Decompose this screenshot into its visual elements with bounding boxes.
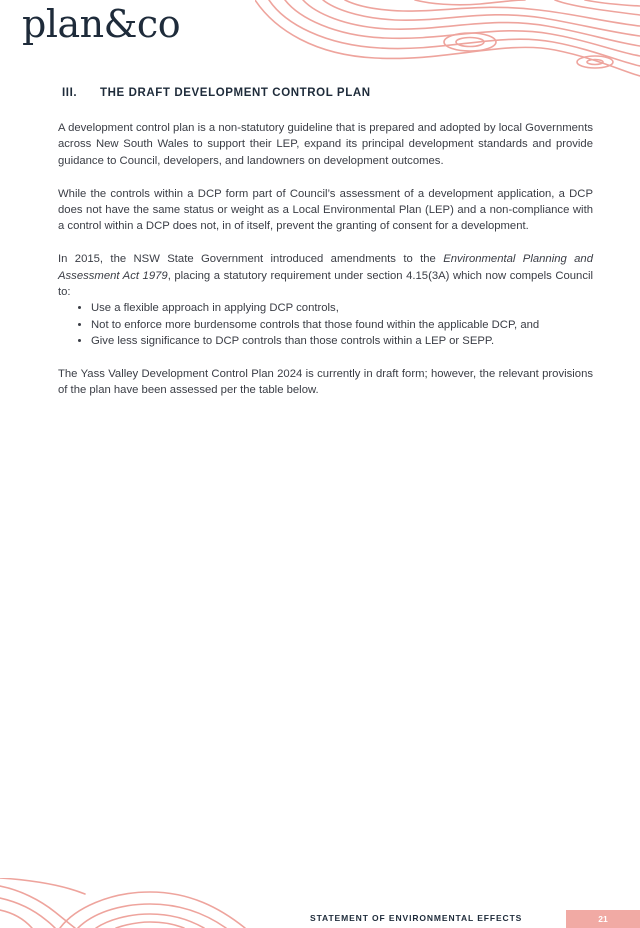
bullet-list xyxy=(58,300,593,349)
company-logo: plan&co xyxy=(22,2,181,46)
paragraph-1: A development control plan is a non-statutory guideline that is prepared and adopted by local Governments across New South Wales to support their LEP, expand its principal development standards and provide guidance to Council, developers, and landowners on development outcomes. xyxy=(58,122,593,167)
act-title: Environmental Planning and Assessment Act 1979 xyxy=(58,253,593,282)
paragraph-2: While the controls within a DCP form part of Council’s assessment of a development application, a DCP does not have the same status or weight as a Local Environmental Plan (LEP) and a non-compliance with a control within a DCP does not, in of itself, prevent the granting of consent for a development. xyxy=(58,187,593,233)
topographic-decoration-icon xyxy=(255,0,640,82)
list-item: • Give less significance to DCP controls than those controls within a LEP or SEPP. xyxy=(91,333,593,349)
list-item: • Use a flexible approach in applying DCP controls, xyxy=(91,300,593,316)
footer-document-title: STATEMENT OF ENVIRONMENTAL EFFECTS xyxy=(310,913,523,923)
section-title: THE DRAFT DEVELOPMENT CONTROL PLAN xyxy=(100,87,371,99)
section-heading xyxy=(62,87,371,99)
paragraph-4: The Yass Valley Development Control Plan 2024 is currently in draft form; however, the relevant provisions of the plan have been assessed per the table below. xyxy=(58,368,593,397)
topographic-decoration-bottom-icon xyxy=(0,878,250,928)
body-content xyxy=(58,120,593,415)
section-number: III. xyxy=(62,87,78,99)
page-number-badge: 21 xyxy=(566,910,640,928)
paragraph-3-text-end: , placing a statutory requirement under section 4.15(3A) which now compels Council to: xyxy=(58,269,593,299)
list-item: • Not to enforce more burdensome controls that those found within the applicable DCP, and xyxy=(91,317,593,333)
paragraph-3 xyxy=(58,251,593,300)
paragraph-3-text: In 2015, the NSW State Government introduced amendments to the xyxy=(58,253,444,266)
